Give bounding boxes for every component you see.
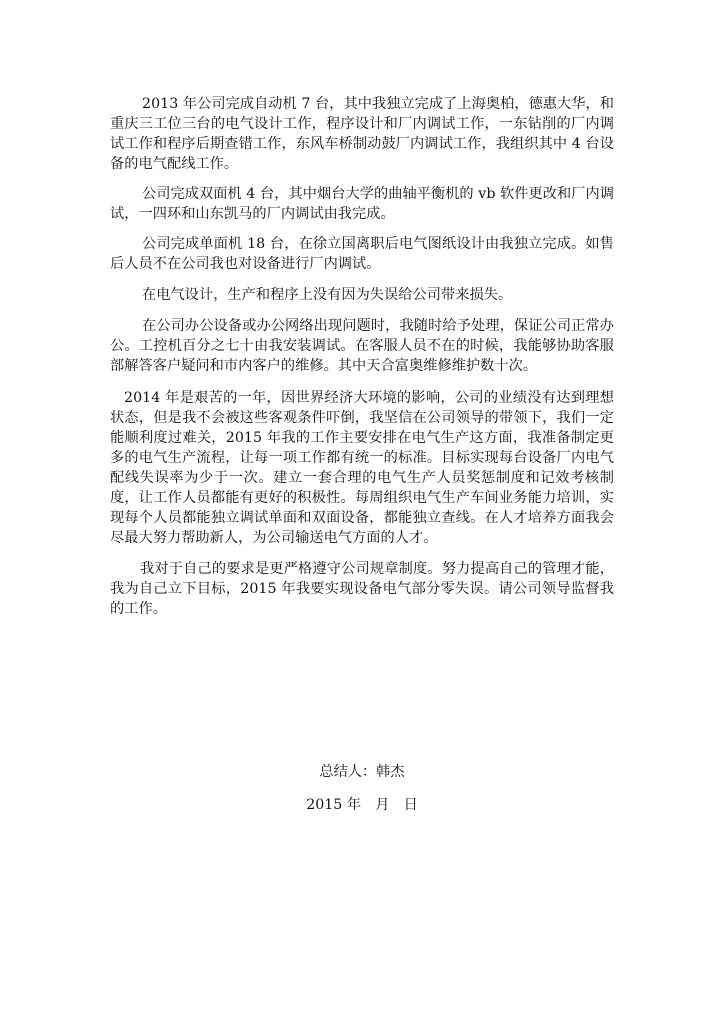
date-line: 2015 年 月 日: [306, 797, 418, 813]
paragraph-2014-review-and-plan: 2014 年是艰苦的一年，因世界经济大环境的影响，公司的业绩没有达到理想状态，但是我不会被这些客观条件吓倒，我坚信在公司领导的带领下，我们一定能顺利度过难关，2015 年我的工作主要安排在电气生产这方面，我准备制定更多的电气生产流程，让每一项工作都有统一的标准。目标实现每台设备厂内电气配线失误率为少于一次。建立一套合理的电气生产人员奖惩制度和记效考核制度，让工作人员都能有更好的积极性。每周组织电气生产车间业务能力培训，实现每个人员都能独立调试单面和双面设备，都能独立查线。在人才培养方面我会尽最大努力帮助新人，为公司输送电气方面的人才。: [110, 390, 614, 546]
paragraph-self-requirements: 我对于自己的要求是更严格遵守公司规章制度。努力提高自己的管理才能，我为自己立下目标，2015 年我要实现设备电气部分零失误。请公司领导监督我的工作。: [110, 561, 614, 617]
paragraph-office-support: 在公司办公设备或办公网络出现问题时，我随时给予处理，保证公司正常办公。工控机百分之七十由我安装调试。在客服人员不在的时候，我能够协助客服部解答客户疑问和市内客户的维修。其中天合富奥维修维护数十次。: [110, 318, 614, 374]
paragraph-2013-automation: 2013 年公司完成自动机 7 台，其中我独立完成了上海奥柏，德惠大华，和重庆三工位三台的电气设计工作，程序设计和厂内调试工作，一东钻削的厂内调试工作和程序后期查错工作，东风车桥制动鼓厂内调试工作，我组织其中 4 台设备的电气配线工作。: [110, 96, 614, 172]
document-body: [110, 94, 614, 619]
paragraph-single-sided-machines: 公司完成单面机 18 台，在徐立国离职后电气图纸设计由我独立完成。如售后人员不在公司我也对设备进行厂内调试。: [110, 236, 614, 272]
signer-line: 总结人：韩杰: [319, 764, 405, 780]
paragraph-double-sided-machines: 公司完成双面机 4 台，其中烟台大学的曲轴平衡机的 vb 软件更改和厂内调试，一四环和山东凯马的厂内调试由我完成。: [110, 186, 614, 222]
paragraph-no-losses: 在电气设计，生产和程序上没有因为失误给公司带来损失。: [142, 287, 513, 303]
